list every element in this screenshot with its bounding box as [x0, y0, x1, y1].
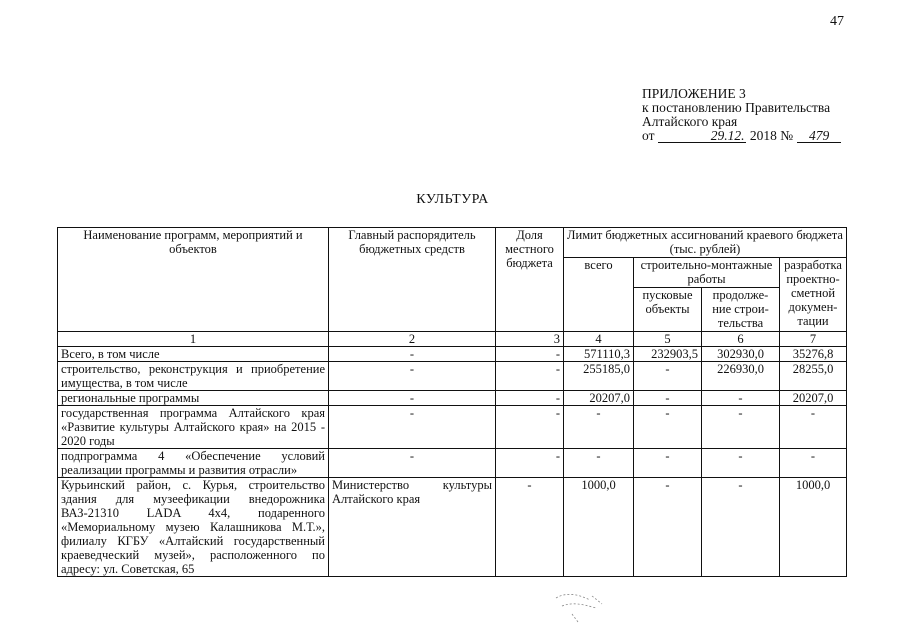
row-launch: - — [634, 449, 702, 478]
row-share: - — [496, 449, 564, 478]
row-manager: Министерство культуры Алтайского края — [329, 478, 496, 577]
row-launch: - — [634, 478, 702, 577]
document-title: КУЛЬТУРА — [416, 192, 489, 207]
row-ongoing: - — [702, 449, 780, 478]
row-share: - — [496, 406, 564, 449]
row-share: - — [496, 347, 564, 362]
row-total: 571110,3 — [564, 347, 634, 362]
page-number: 47 — [830, 14, 844, 29]
col-number: 7 — [780, 332, 847, 347]
header-launch: пусковые объекты — [634, 288, 702, 332]
row-share: - — [496, 478, 564, 577]
budget-table — [57, 227, 847, 577]
header-ongoing: продолже-ние строи-тельства — [702, 288, 780, 332]
row-ongoing: - — [702, 478, 780, 577]
header-limit: Лимит бюджетных ассигнований краевого бюджета (тыс. рублей) — [564, 228, 847, 258]
row-share: - — [496, 362, 564, 391]
appendix-title: ПРИЛОЖЕНИЕ 3 — [642, 86, 746, 101]
row-ongoing: - — [702, 406, 780, 449]
row-name: Курьинский район, с. Курья, строительство здания для музеефикации внедорожника ВАЗ-21310 LADA 4x4, подаренного «Мемориальному музею Калашникова М.Т.», филиалу КГБУ «Алтайский государственный краеведческий музей», расположенного по адресу: ул. Советская, 65 — [58, 478, 329, 577]
col-number: 3 — [496, 332, 564, 347]
row-design: 35276,8 — [780, 347, 847, 362]
column-number-row — [58, 332, 847, 347]
table-row — [58, 478, 847, 577]
row-ongoing: 302930,0 — [702, 347, 780, 362]
header-construction: строительно-монтажные работы — [634, 258, 780, 288]
row-name: региональные программы — [58, 391, 329, 406]
row-manager: - — [329, 347, 496, 362]
appendix-year: 2018 № — [749, 128, 794, 143]
row-design: 1000,0 — [780, 478, 847, 577]
table-row — [58, 449, 847, 478]
row-name: подпрограмма 4 «Обеспечение условий реализации программы и развития отрасли» — [58, 449, 329, 478]
col-number: 6 — [702, 332, 780, 347]
col-number: 2 — [329, 332, 496, 347]
header-name: Наименование программ, мероприятий и объектов — [58, 228, 329, 332]
row-total: 255185,0 — [564, 362, 634, 391]
row-total: - — [564, 449, 634, 478]
col-number: 5 — [634, 332, 702, 347]
header-design: разработка проектно-сметной докумен-тации — [780, 258, 847, 332]
row-design: 20207,0 — [780, 391, 847, 406]
row-design: - — [780, 406, 847, 449]
appendix-line-region: Алтайского края — [642, 114, 738, 129]
row-manager: - — [329, 406, 496, 449]
row-share: - — [496, 391, 564, 406]
row-name: государственная программа Алтайского края «Развитие культуры Алтайского края» на 2015 - 2020 годы — [58, 406, 329, 449]
row-name: Всего, в том числе — [58, 347, 329, 362]
row-total: 20207,0 — [564, 391, 634, 406]
row-total: - — [564, 406, 634, 449]
row-launch: - — [634, 406, 702, 449]
appendix-number: 479 — [797, 129, 841, 143]
row-launch: 232903,5 — [634, 347, 702, 362]
header-manager: Главный распорядитель бюджетных средств — [329, 228, 496, 332]
handwritten-mark — [552, 588, 612, 624]
table-row — [58, 362, 847, 391]
appendix-date-line — [642, 129, 841, 143]
table-row — [58, 347, 847, 362]
row-name: строительство, реконструкция и приобретение имущества, в том числе — [58, 362, 329, 391]
row-design: - — [780, 449, 847, 478]
appendix-line-resolution: к постановлению Правительства — [642, 100, 831, 115]
header-total: всего — [564, 258, 634, 332]
row-launch: - — [634, 391, 702, 406]
appendix-block — [642, 87, 841, 143]
row-manager: - — [329, 391, 496, 406]
row-design: 28255,0 — [780, 362, 847, 391]
table-row — [58, 406, 847, 449]
from-label: от — [642, 128, 655, 143]
row-ongoing: 226930,0 — [702, 362, 780, 391]
row-manager: - — [329, 362, 496, 391]
table-row — [58, 391, 847, 406]
header-share: Доля местного бюджета — [496, 228, 564, 332]
appendix-date: 29.12. — [658, 129, 746, 143]
row-launch: - — [634, 362, 702, 391]
row-manager: - — [329, 449, 496, 478]
row-total: 1000,0 — [564, 478, 634, 577]
col-number: 1 — [58, 332, 329, 347]
row-ongoing: - — [702, 391, 780, 406]
col-number: 4 — [564, 332, 634, 347]
